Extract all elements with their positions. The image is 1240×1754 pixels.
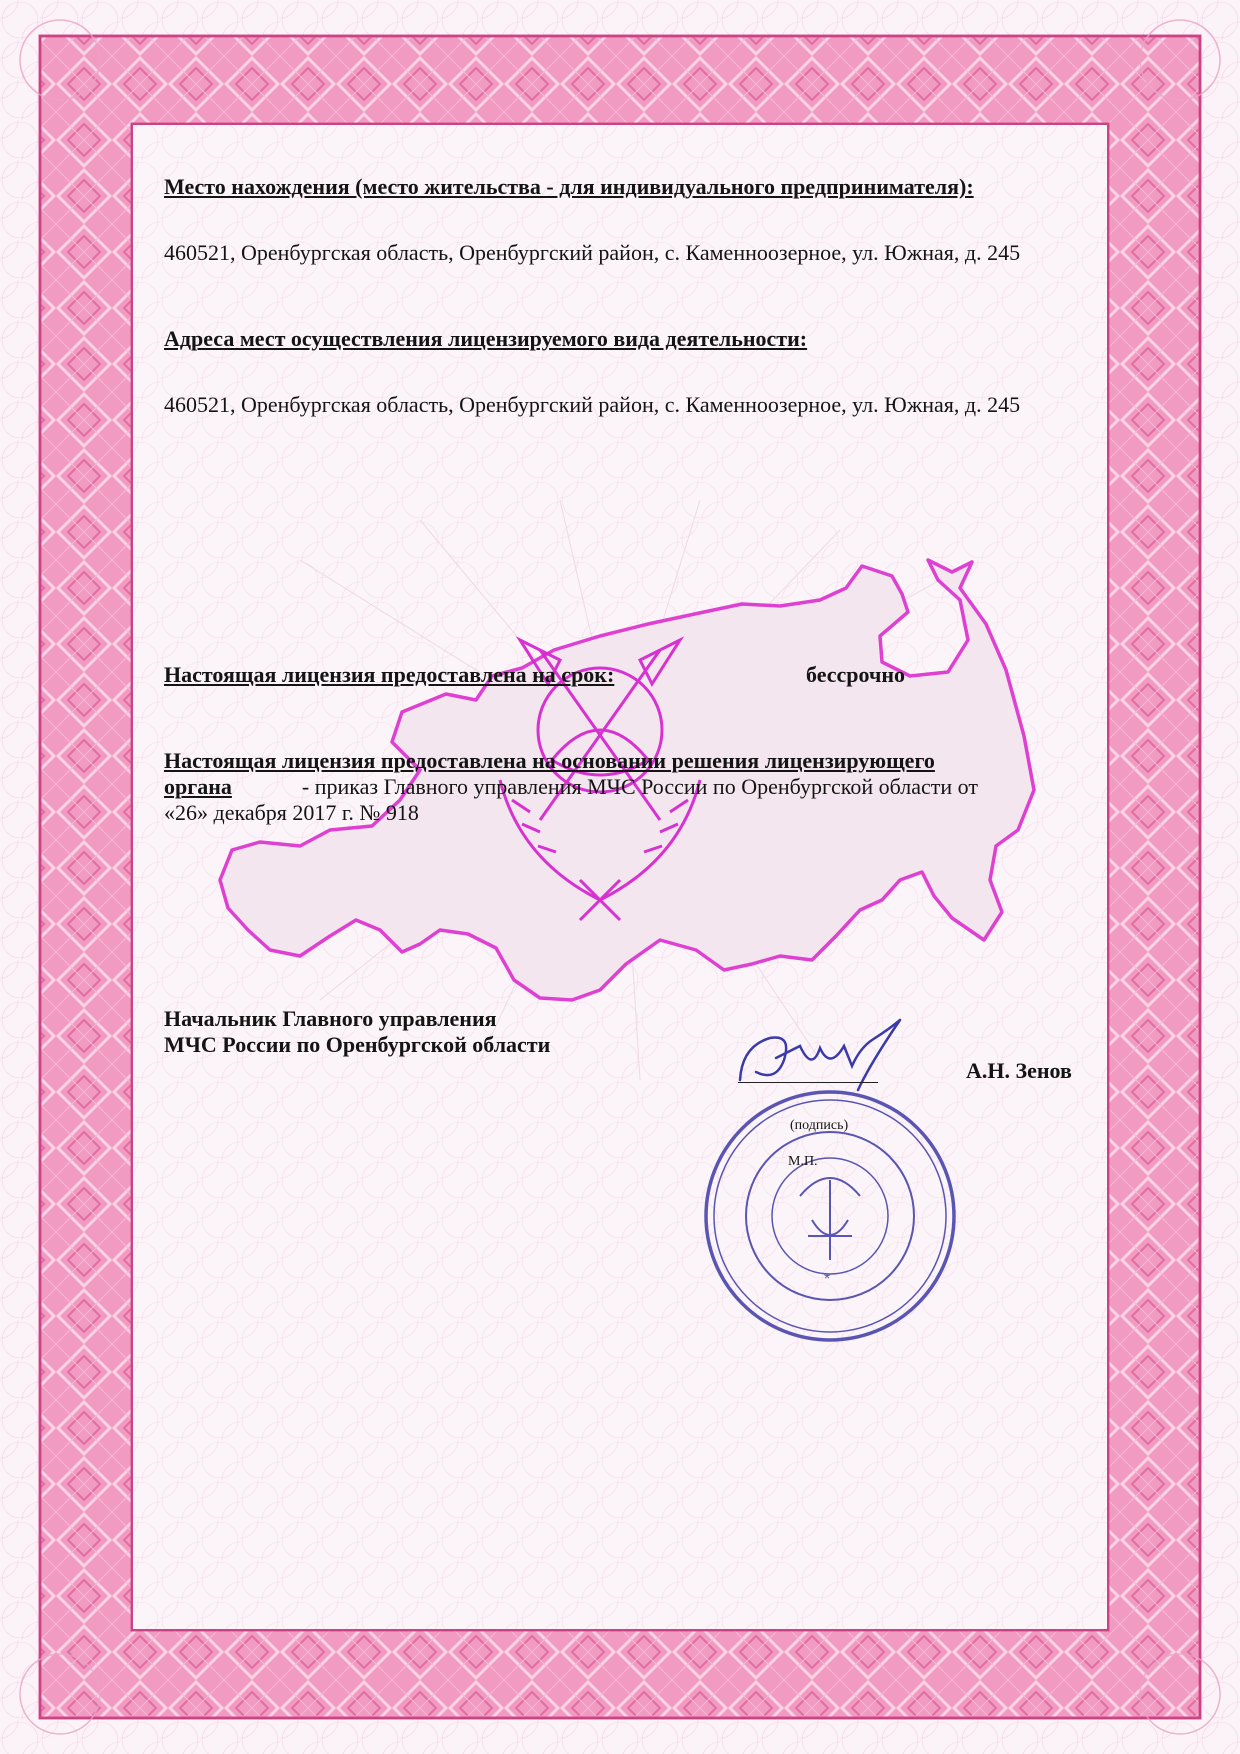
term-value: бессрочно [806, 662, 906, 687]
signer-title [164, 1006, 684, 1058]
signer-title-line2: МЧС России по Оренбургской области [164, 1032, 551, 1057]
svg-text:*: * [824, 1271, 831, 1288]
signer-name: А.Н. Зенов [966, 1058, 1072, 1083]
basis-text-line1: - приказ Главного управления МЧС России по Оренбургской области от [301, 774, 978, 799]
seal-place-label: М.П. [788, 1154, 818, 1169]
signature-line [738, 1082, 878, 1083]
location-address: 460521, Оренбургская область, Оренбургский район, с. Каменноозерное, ул. Южная, д. 245 [164, 240, 1021, 265]
activity-addresses-heading: Адреса мест осуществления лицензируемого вида деятельности: [164, 326, 808, 351]
location-heading: Место нахождения (место жительства - для индивидуального предпринимателя): [164, 174, 974, 199]
basis-text-line2: «26» декабря 2017 г. № 918 [164, 800, 419, 825]
basis-heading-line1: Настоящая лицензия предоставлена на основании решения лицензирующего [164, 748, 935, 773]
term-heading: Настоящая лицензия предоставлена на срок: [164, 662, 615, 687]
basis-heading-line2: органа [164, 774, 232, 799]
signature-hint: (подпись) [790, 1118, 849, 1133]
basis-block [164, 748, 1084, 826]
activity-address: 460521, Оренбургская область, Оренбургский район, с. Каменноозерное, ул. Южная, д. 245 [164, 392, 1021, 417]
signer-title-line1: Начальник Главного управления [164, 1006, 497, 1031]
